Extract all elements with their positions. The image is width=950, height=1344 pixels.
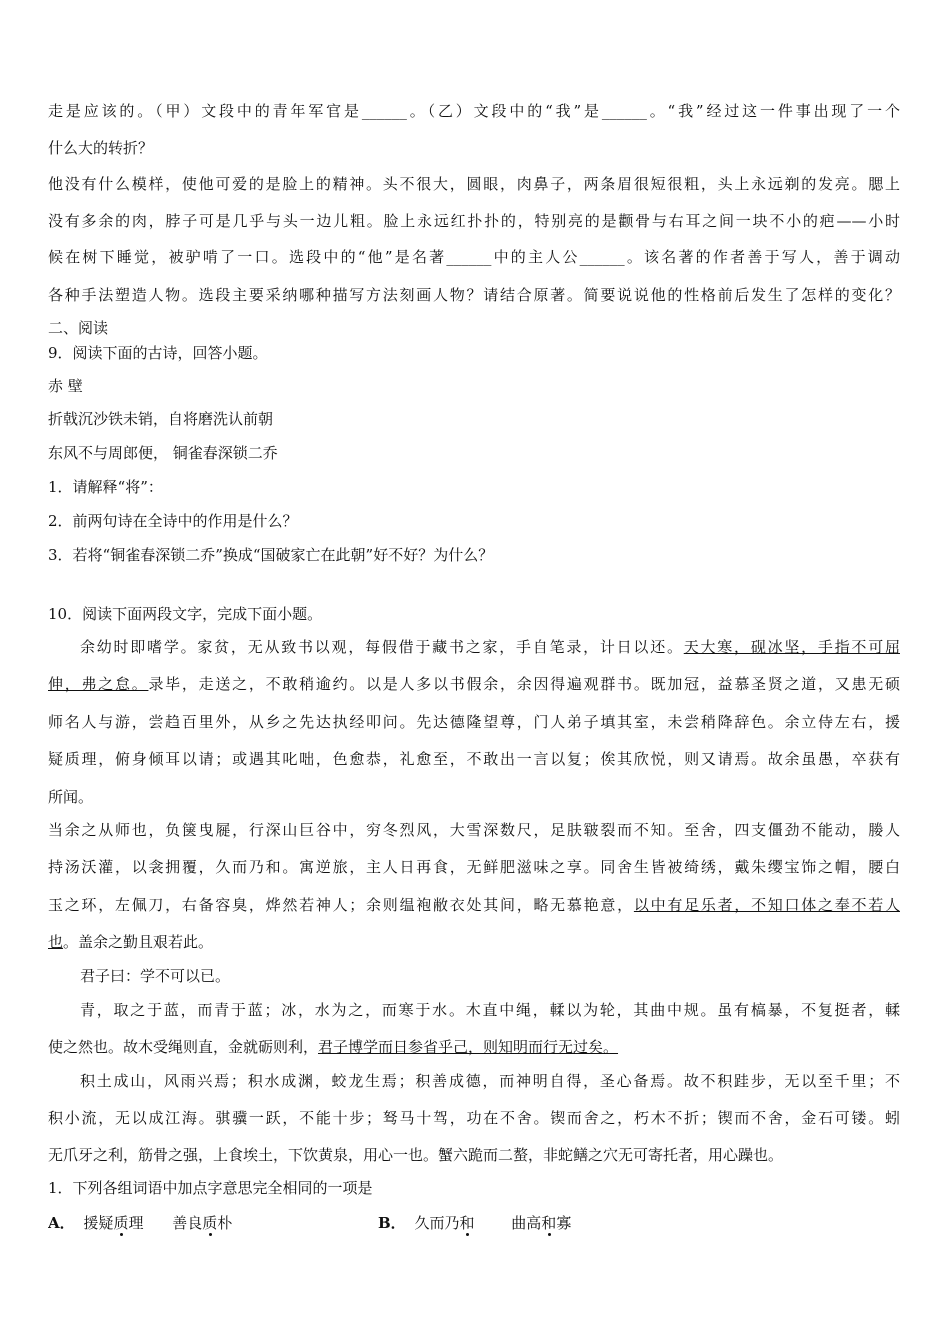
text-line: 他没有什么模样，使他可爱的是脸上的精神。头不很大，圆眼，肉鼻子，两条眉很短很粗，头上永远剃的发亮。腮上 (48, 175, 900, 193)
passage-line: 疑质理，俯身倾耳以请；或遇其叱咄，色愈恭，礼愈至，不敢出一言以复；俟其欣悦，则又请焉。故余虽愚，卒获有 (48, 750, 900, 768)
option-a[interactable] (48, 1213, 232, 1233)
text-line: 走是应该的。（甲）文段中的青年军官是______。（乙）文段中的“我”是______。“我”经过这一件事出现了一个 (48, 102, 900, 120)
text-line: 候在树下睡觉，被驴啃了一口。选段中的“他”是名著______中的主人公______。该名著的作者善于写人，善于调动 (48, 248, 900, 266)
underlined-text: 以中有足乐者，不知口体之奉不若人 (633, 896, 900, 914)
passage-line: 当余之从师也，负箧曳屣，行深山巨谷中，穷冬烈风，大雪深数尺，足肤皲裂而不知。至舍，四支僵劲不能动，媵人 (48, 821, 900, 839)
passage-line (48, 1037, 900, 1057)
text-line: 各种手法塑造人物。选段主要采纳哪种描写方法刻画人物？请结合原著。简要说说他的性格前后发生了怎样的变化？ (48, 286, 900, 304)
passage-line: 师名人与游，尝趋百里外，从乡之先达执经叩问。先达德隆望尊，门人弟子填其室，未尝稍降辞色。余立侍左右，援 (48, 713, 900, 731)
passage-line: 积土成山，风雨兴焉；积水成渊，蛟龙生焉；积善成德，而神明自得，圣心备焉。故不积跬步，无以至千里；不 (80, 1072, 900, 1090)
option-label: A． (48, 1214, 75, 1232)
passage-text: 玉之环，左佩刀，右备容臭，烨然若神人；余则缊袍敝衣处其间，略无慕艳意， (48, 896, 634, 914)
passage-line (48, 674, 900, 694)
passage-text: 录毕，走送之，不敢稍逾约。以是人多以书假余，余因得遍观群书。既加冠，益慕圣贤之道，又患无硕 (148, 675, 900, 693)
underlined-text: 君子博学而日参省乎己，则知明而行无过矣。 (318, 1038, 619, 1056)
option-term: 善良质朴 (172, 1214, 233, 1232)
sub-question: 1．下列各组词语中加点字意思完全相同的一项是 (48, 1179, 373, 1197)
passage-line (48, 932, 900, 952)
passage-line (80, 637, 900, 657)
option-b[interactable] (378, 1213, 571, 1233)
option-term: 久而乃和 (414, 1214, 475, 1232)
passage-line: 无爪牙之利，筋骨之强，上食埃土，下饮黄泉，用心一也。蟹六跪而二螯，非蛇鳝之穴无可寄托者，用心躁也。 (48, 1146, 784, 1164)
passage-line: 持汤沃灌，以衾拥覆，久而乃和。寓逆旅，主人日再食，无鲜肥滋味之享。同舍生皆被绮绣，戴朱缨宝饰之帽，腰白 (48, 858, 900, 876)
text-line: 没有多余的肉，脖子可是几乎与头一边儿粗。脸上永远红扑扑的，特别亮的是颧骨与右耳之间一块不小的疤——小时 (48, 212, 900, 230)
passage-line: 所闻。 (48, 788, 94, 806)
option-label: B． (378, 1214, 406, 1232)
answer-options (48, 1213, 900, 1237)
emphasis-dot-char: 和 (459, 1214, 475, 1232)
sub-question: 1．请解释“将”： (48, 478, 163, 496)
passage-text: 余幼时即嗜学。家贫，无从致书以观，每假借于藏书之家，手自笔录，计日以还。 (80, 638, 684, 656)
passage-line: 君子曰：学不可以已。 (80, 967, 231, 985)
emphasis-dot-char: 质 (113, 1214, 129, 1232)
question-9-title: 9．阅读下面的古诗，回答小题。 (48, 344, 268, 362)
passage-line: 青，取之于蓝，而青于蓝；冰，水为之，而寒于水。木直中绳，輮以为轮，其曲中规。虽有槁暴，不复挺者，輮 (80, 1001, 900, 1019)
underlined-text: 也 (48, 933, 64, 951)
section-heading: 二、阅读 (48, 319, 109, 337)
option-term: 曲高和寡 (511, 1214, 572, 1232)
passage-line (48, 895, 900, 915)
sub-question: 3．若将“铜雀春深锁二乔”换成“国破家亡在此朝”好不好？为什么？ (48, 546, 494, 564)
question-10-title: 10．阅读下面两段文字，完成下面小题。 (48, 605, 323, 623)
text-line: 什么大的转折？ (48, 139, 154, 157)
option-term: 援疑质理 (83, 1214, 144, 1232)
sub-question: 2．前两句诗在全诗中的作用是什么？ (48, 512, 298, 530)
poem-line: 东风不与周郎便， 铜雀春深锁二乔 (48, 444, 278, 462)
emphasis-dot-char: 质 (202, 1214, 218, 1232)
passage-text: 。盖余之勤且艰若此。 (63, 933, 214, 951)
passage-line: 积小流，无以成江海。骐骥一跃，不能十步；驽马十驾，功在不舍。锲而舍之，朽木不折；锲而不舍，金石可镂。蚓 (48, 1109, 900, 1127)
poem-line: 折戟沉沙铁未销，自将磨洗认前朝 (48, 410, 274, 428)
underlined-text: 伸，弗之怠。 (48, 675, 149, 693)
passage-text: 使之然也。故木受绳则直，金就砺则利， (48, 1038, 319, 1056)
emphasis-dot-char: 和 (541, 1214, 557, 1232)
poem-title: 赤 壁 (48, 377, 83, 395)
underlined-text: 天大寒，砚冰坚，手指不可屈 (683, 638, 900, 656)
